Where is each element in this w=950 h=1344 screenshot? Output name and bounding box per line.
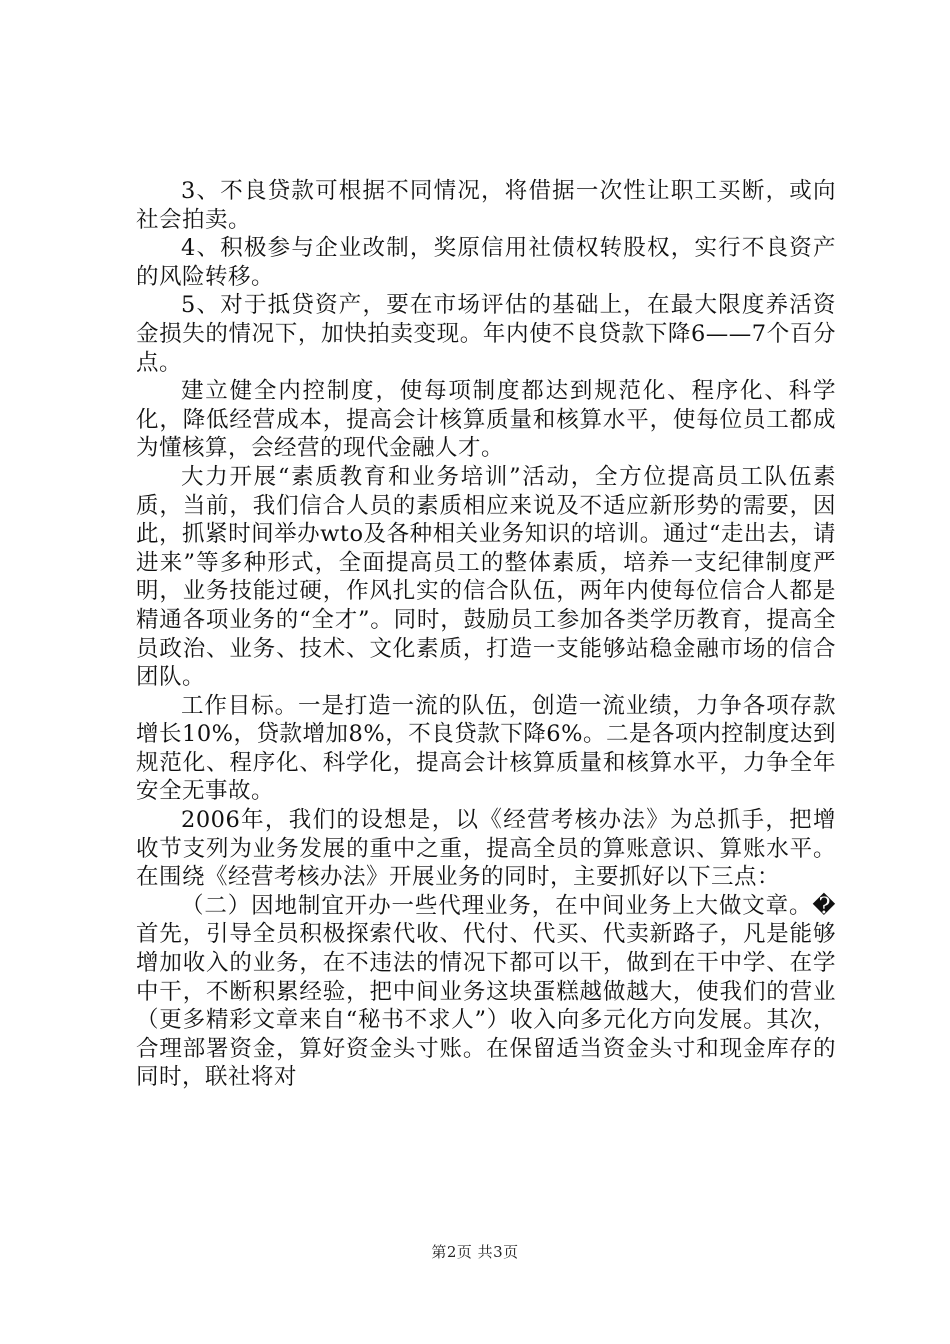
- paragraph-debt-to-equity: 4、积极参与企业改制，奖原信用社债权转股权，实行不良资产的风险转移。: [136, 235, 836, 290]
- page-number-footer: 第2页 共3页: [431, 1243, 519, 1261]
- paragraph-internal-control: 建立健全内控制度，使每项制度都达到规范化、程序化、科学化，降低经营成本，提高会计核算质量和核算水平，使每位员工都成为懂核算，会经营的现代金融人才。: [136, 378, 836, 462]
- document-body: [136, 177, 836, 1092]
- paragraph-2006-plan: 2006年，我们的设想是，以《经营考核办法》为总抓手，把增收节支列为业务发展的重中之重，提高全员的算账意识、算账水平。在围绕《经营考核办法》开展业务的同时，主要抓好以下三点：: [136, 807, 836, 891]
- paragraph-work-goals: 工作目标。一是打造一流的队伍，创造一流业绩，力争各项存款增长10%，贷款增加8%，不良贷款下降6%。二是各项内控制度达到规范化、程序化、科学化，提高会计核算质量和核算水平，力争全年安全无事故。: [136, 692, 836, 805]
- paragraph-mortgaged-assets: 5、对于抵贷资产，要在市场评估的基础上，在最大限度养活资金损失的情况下，加快拍卖变现。年内使不良贷款下降6——7个百分点。: [136, 292, 836, 376]
- paragraph-bad-loan-buyout: 3、不良贷款可根据不同情况，将借据一次性让职工买断，或向社会拍卖。: [136, 178, 836, 233]
- paragraph-staff-training: 大力开展“素质教育和业务培训”活动，全方位提高员工队伍素质，当前，我们信合人员的素质相应来说及不适应新形势的需要，因此，抓紧时间举办wto及各种相关业务知识的培训。通过“走出去，请进来”等多种形式，全面提高员工的整体素质，培养一支纪律制度严明，业务技能过硬，作风扎实的信合队伍，两年内使每位信合人都是精通各项业务的“全才”。同时，鼓励员工参加各类学历教育，提高全员政治、业务、技术、文化素质，打造一支能够站稳金融市场的信合团队。: [136, 463, 836, 691]
- paragraph-agency-business: （二）因地制宜开办一些代理业务，在中间业务上大做文章。�首先，引导全员积极探索代收、代付、代买、代卖新路子，凡是能够增加收入的业务，在不违法的情况下都可以干，做到在干中学、在学中干，不断积累经验，把中间业务这块蛋糕越做越大，使我们的营业（更多精彩文章来自“秘书不求人”）收入向多元化方向发展。其次，合理部署资金，算好资金头寸账。在保留适当资金头寸和现金库存的同时，联社将对: [136, 892, 836, 1091]
